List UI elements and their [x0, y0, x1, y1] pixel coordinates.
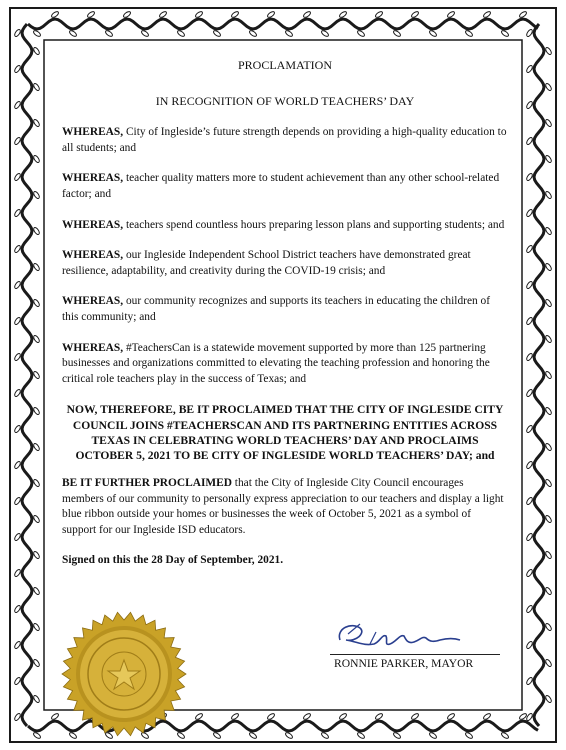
further-proclaimed-clause [62, 476, 508, 538]
whereas-clause [62, 248, 508, 279]
whereas-label: WHEREAS, [62, 295, 124, 308]
whereas-clause [62, 218, 508, 234]
whereas-text: teacher quality matters more to student achievement than any other school-related factor; and [62, 172, 500, 200]
whereas-clause [62, 341, 508, 388]
whereas-label: WHEREAS, [62, 249, 124, 262]
proclamation-statement: NOW, THEREFORE, BE IT PROCLAIMED THAT THE CITY OF INGLESIDE CITY COUNCIL JOINS #TEACHERSCAN AND ITS PARTNERING ENTITIES ACROSS TEXAS IN CELEBRATING WORLD TEACHERS’ DAY AND PROCLAIMS OCTOBER 5, 2021 TO BE CITY OF INGLESIDE WORLD TEACHERS’ DAY; and [66, 403, 504, 462]
whereas-clause [62, 171, 508, 202]
gold-seal [60, 610, 188, 738]
signed-date: Signed on this the 28 Day of September, 2021. [62, 553, 284, 566]
whereas-clause [62, 125, 508, 156]
whereas-label: WHEREAS, [62, 341, 124, 354]
mayor-signature [330, 616, 490, 656]
whereas-text: City of Ingleside’s future strength depends on providing a high-quality education to all students; and [62, 126, 507, 154]
proclamation-document [62, 58, 508, 568]
whereas-text: our community recognizes and supports its teachers in educating the children of this community; and [62, 295, 491, 323]
whereas-text: our Ingleside Independent School District teachers have demonstrated great resilience, adaptability, and creativity during the COVID-19 crisis; and [62, 249, 471, 277]
mayor-name: RONNIE PARKER, MAYOR [334, 657, 474, 670]
document-subtitle: IN RECOGNITION OF WORLD TEACHERS’ DAY [155, 93, 415, 108]
whereas-text: teachers spend countless hours preparing lesson plans and supporting students; and [125, 218, 505, 231]
whereas-text: #TeachersCan is a statewide movement supported by more than 125 partnering businesses and organizations committed to elevating the teaching profession and honoring the critical role teachers play in the success of Texas; and [62, 341, 490, 385]
further-text: that the City of Ingleside City Council encourages members of our community to personally express appreciation to our teachers and display a light blue ribbon outside your homes or businesses the week of October 5, 2021 as a symbol of support for our Ingleside ISD educators. [62, 477, 504, 536]
document-title: PROCLAMATION [237, 58, 332, 72]
whereas-label: WHEREAS, [62, 126, 124, 139]
signature-line [330, 654, 500, 655]
whereas-clause [62, 294, 508, 325]
whereas-label: WHEREAS, [62, 218, 124, 231]
whereas-label: WHEREAS, [62, 172, 124, 185]
further-label: BE IT FURTHER PROCLAIMED [62, 477, 232, 490]
